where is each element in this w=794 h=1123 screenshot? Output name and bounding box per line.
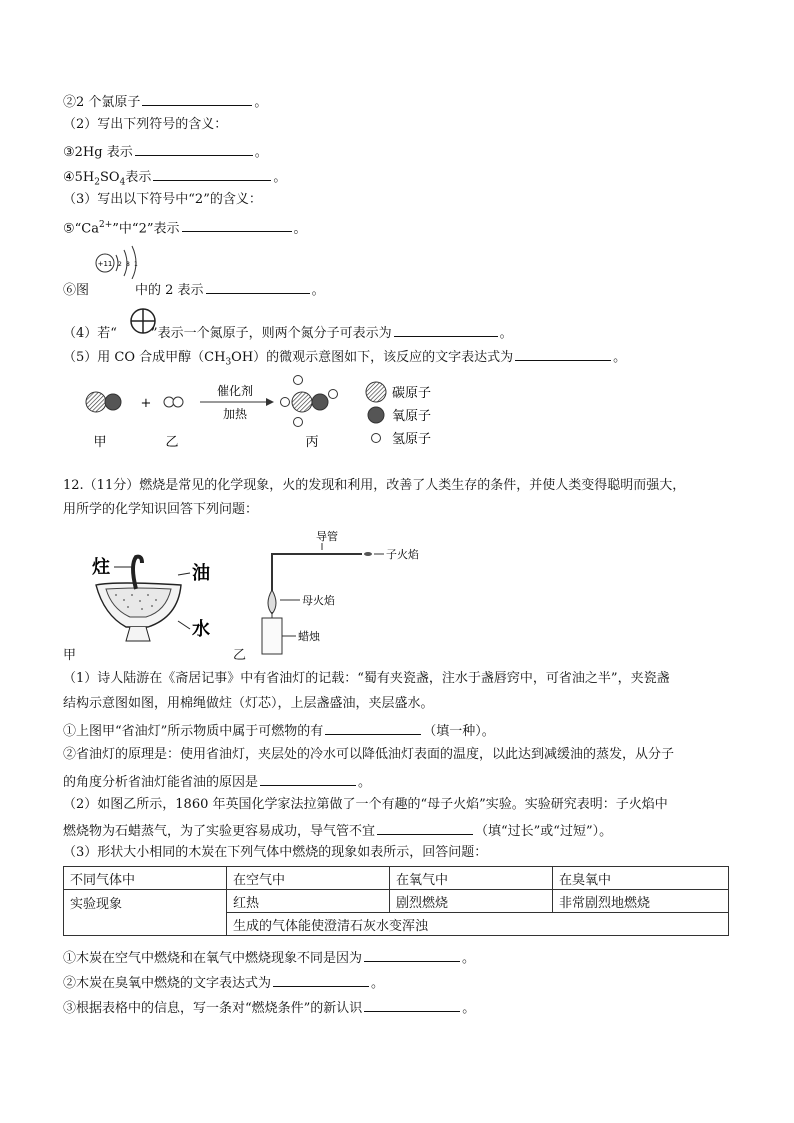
oxygen-atom [105, 394, 121, 410]
table-header: 在空气中 [227, 867, 390, 890]
answer-blank[interactable] [515, 346, 611, 361]
label-lazhu: 蜡烛 [298, 630, 320, 643]
tube [272, 554, 362, 598]
q12-q2: ②木炭在臭氧中燃烧的文字表达式为 。 [63, 972, 384, 993]
label-shui: 水 [192, 619, 210, 640]
hydrogen-atom [329, 390, 338, 399]
mother-flame [268, 590, 276, 614]
q12-intro-2: 用所学的化学知识回答下列问题： [63, 502, 259, 517]
shell-electrons: 8 [126, 261, 130, 268]
table-cell: 非常剧烈地燃烧 [553, 890, 729, 913]
nucleus-charge: +11 [97, 260, 113, 268]
answer-blank[interactable] [325, 720, 421, 735]
answer-blank[interactable] [182, 217, 292, 232]
legend-hydrogen: 氢原子 [392, 432, 432, 447]
caption-jia: 甲 [63, 648, 77, 663]
answer-blank[interactable] [394, 322, 498, 337]
legend-oxygen-icon [368, 407, 384, 423]
hydrogen-atom [173, 397, 183, 407]
legend-carbon-icon [366, 382, 386, 402]
q12-p1c: ①上图甲“省油灯”所示物质中属于可燃物的有 （填一种）。 [63, 720, 495, 741]
caption-yi: 乙 [233, 648, 247, 663]
label-yi: 乙 [165, 435, 179, 450]
answer-blank[interactable] [260, 771, 356, 786]
answer-blank[interactable] [153, 166, 271, 181]
table-header: 不同气体中 [64, 867, 227, 890]
lamp-foot [126, 627, 150, 641]
table-cell: 红热 [227, 890, 390, 913]
table-header: 在氧气中 [390, 867, 553, 890]
q12-p2a: （2）如图乙所示，1860 年英国化学家法拉第做了一个有趣的“母子火焰”实验。实验研究表明：子火焰中 [63, 797, 668, 812]
candle [262, 618, 282, 654]
row-label: 实验现象 [64, 890, 227, 936]
q11-line-figure: ⑥图 中的 2 表示 。 [63, 279, 325, 300]
oxygen-atom [312, 394, 328, 410]
label-zhu: 炷 [92, 557, 110, 578]
carbon-atom [292, 392, 312, 412]
label-bing: 丙 [305, 435, 319, 450]
q12-p1d: ②省油灯的原理是：使用省油灯，夹层处的冷水可以降低油灯表面的温度，以此达到减缓油的蒸发，从分子 [63, 747, 675, 762]
shell-electrons: 1 [134, 261, 138, 268]
q11-line-ca: $⑤“Ca^{2+}$”中“2”表示 。 [63, 216, 307, 238]
q12-intro: 12.（11分）燃烧是常见的化学现象，火的发现和利用，改善了人类生存的条件，并使人类变得聪明而强大， [63, 478, 686, 493]
answer-blank[interactable] [273, 972, 369, 987]
hydrogen-atom [281, 398, 290, 407]
hydrogen-atom [294, 418, 303, 427]
table-merged-cell: 生成的气体能使澄清石灰水变浑浊 [227, 913, 729, 936]
label-jia: 甲 [93, 435, 107, 450]
hydrogen-atom [294, 376, 303, 385]
q12-p1a: （1）诗人陆游在《斋居记事》中有省油灯的记载：“蜀有夹瓷盏，注水于盏唇窍中，可省油之半”，夹瓷盏 [63, 671, 670, 686]
mother-child-flame-figure [234, 528, 444, 658]
q11-sub2-heading: （2）写出下列符号的含义： [63, 117, 228, 132]
q12-p1e: 的角度分析省油灯能省油的原因是 。 [63, 771, 371, 792]
answer-blank[interactable] [135, 141, 253, 156]
catalyst-label: 催化剂 [216, 384, 254, 398]
answer-blank[interactable] [364, 947, 460, 962]
combustion-table [63, 866, 729, 936]
answer-blank[interactable] [142, 91, 252, 106]
q12-p2b: 燃烧物为石蜡蒸气，为了实验更容易成功，导气管不宜 （填“过长”或“过短”）。 [63, 820, 612, 841]
carbon-atom [86, 392, 106, 412]
answer-blank[interactable] [364, 997, 460, 1012]
table-header-row [64, 867, 729, 890]
q11-sub3-heading: （3）写出以下符号中“2”的含义： [63, 192, 262, 207]
q11-line-2hg: ③2Hg 表示 。 [63, 141, 268, 162]
pointer-line [178, 621, 190, 629]
table-header: 在臭氧中 [553, 867, 729, 890]
pointer-line [178, 573, 190, 575]
plus-sign: + [140, 396, 152, 411]
condition-label: 加热 [222, 407, 248, 421]
q12-p1b: 结构示意图如图，用棉绳做炷（灯芯），上层盏盛油，夹层盛水。 [63, 696, 434, 711]
table-cell: 剧烈燃烧 [390, 890, 553, 913]
oil-lamp-figure [86, 545, 226, 651]
q12-p3: （3）形状大小相同的木炭在下列气体中燃烧的现象如表所示，回答问题： [63, 845, 488, 860]
reaction-diagram [80, 372, 460, 450]
answer-blank[interactable] [377, 820, 473, 835]
child-flame [364, 552, 372, 556]
label-zihuoyan: 子火焰 [386, 548, 419, 561]
q11-line-chlorine: ②2 个氯原子 。 [63, 91, 267, 112]
label-muhuoyan: 母火焰 [302, 594, 335, 607]
atom-structure-diagram [92, 243, 146, 279]
q11-line-h2so4: $④5H_2SO_4$表示 。 [63, 166, 286, 192]
q11-line-nitrogen: （4）若“ ”表示一个氮原子，则两个氮分子可表示为 。 [63, 322, 513, 343]
legend-hydrogen-icon [372, 434, 381, 443]
q11-line-methanol: （5）用 CO 合成甲醇$(CH_3OH)$的微观示意图如下，该反应的文字表达式为 。 [63, 346, 626, 372]
q12-q1: ①木炭在空气中燃烧和在氧气中燃烧现象不同是因为 。 [63, 947, 475, 968]
table-row [64, 890, 729, 913]
label-you: 油 [192, 563, 210, 584]
arrow-head [266, 398, 274, 406]
q12-q3: ③根据表格中的信息，写一条对“燃烧条件”的新认识 。 [63, 997, 475, 1018]
label-daoguan: 导管 [316, 530, 338, 543]
answer-blank[interactable] [206, 279, 310, 294]
shell-electrons: 2 [118, 261, 122, 268]
legend-oxygen: 氧原子 [392, 409, 432, 424]
legend-carbon: 碳原子 [392, 386, 432, 401]
